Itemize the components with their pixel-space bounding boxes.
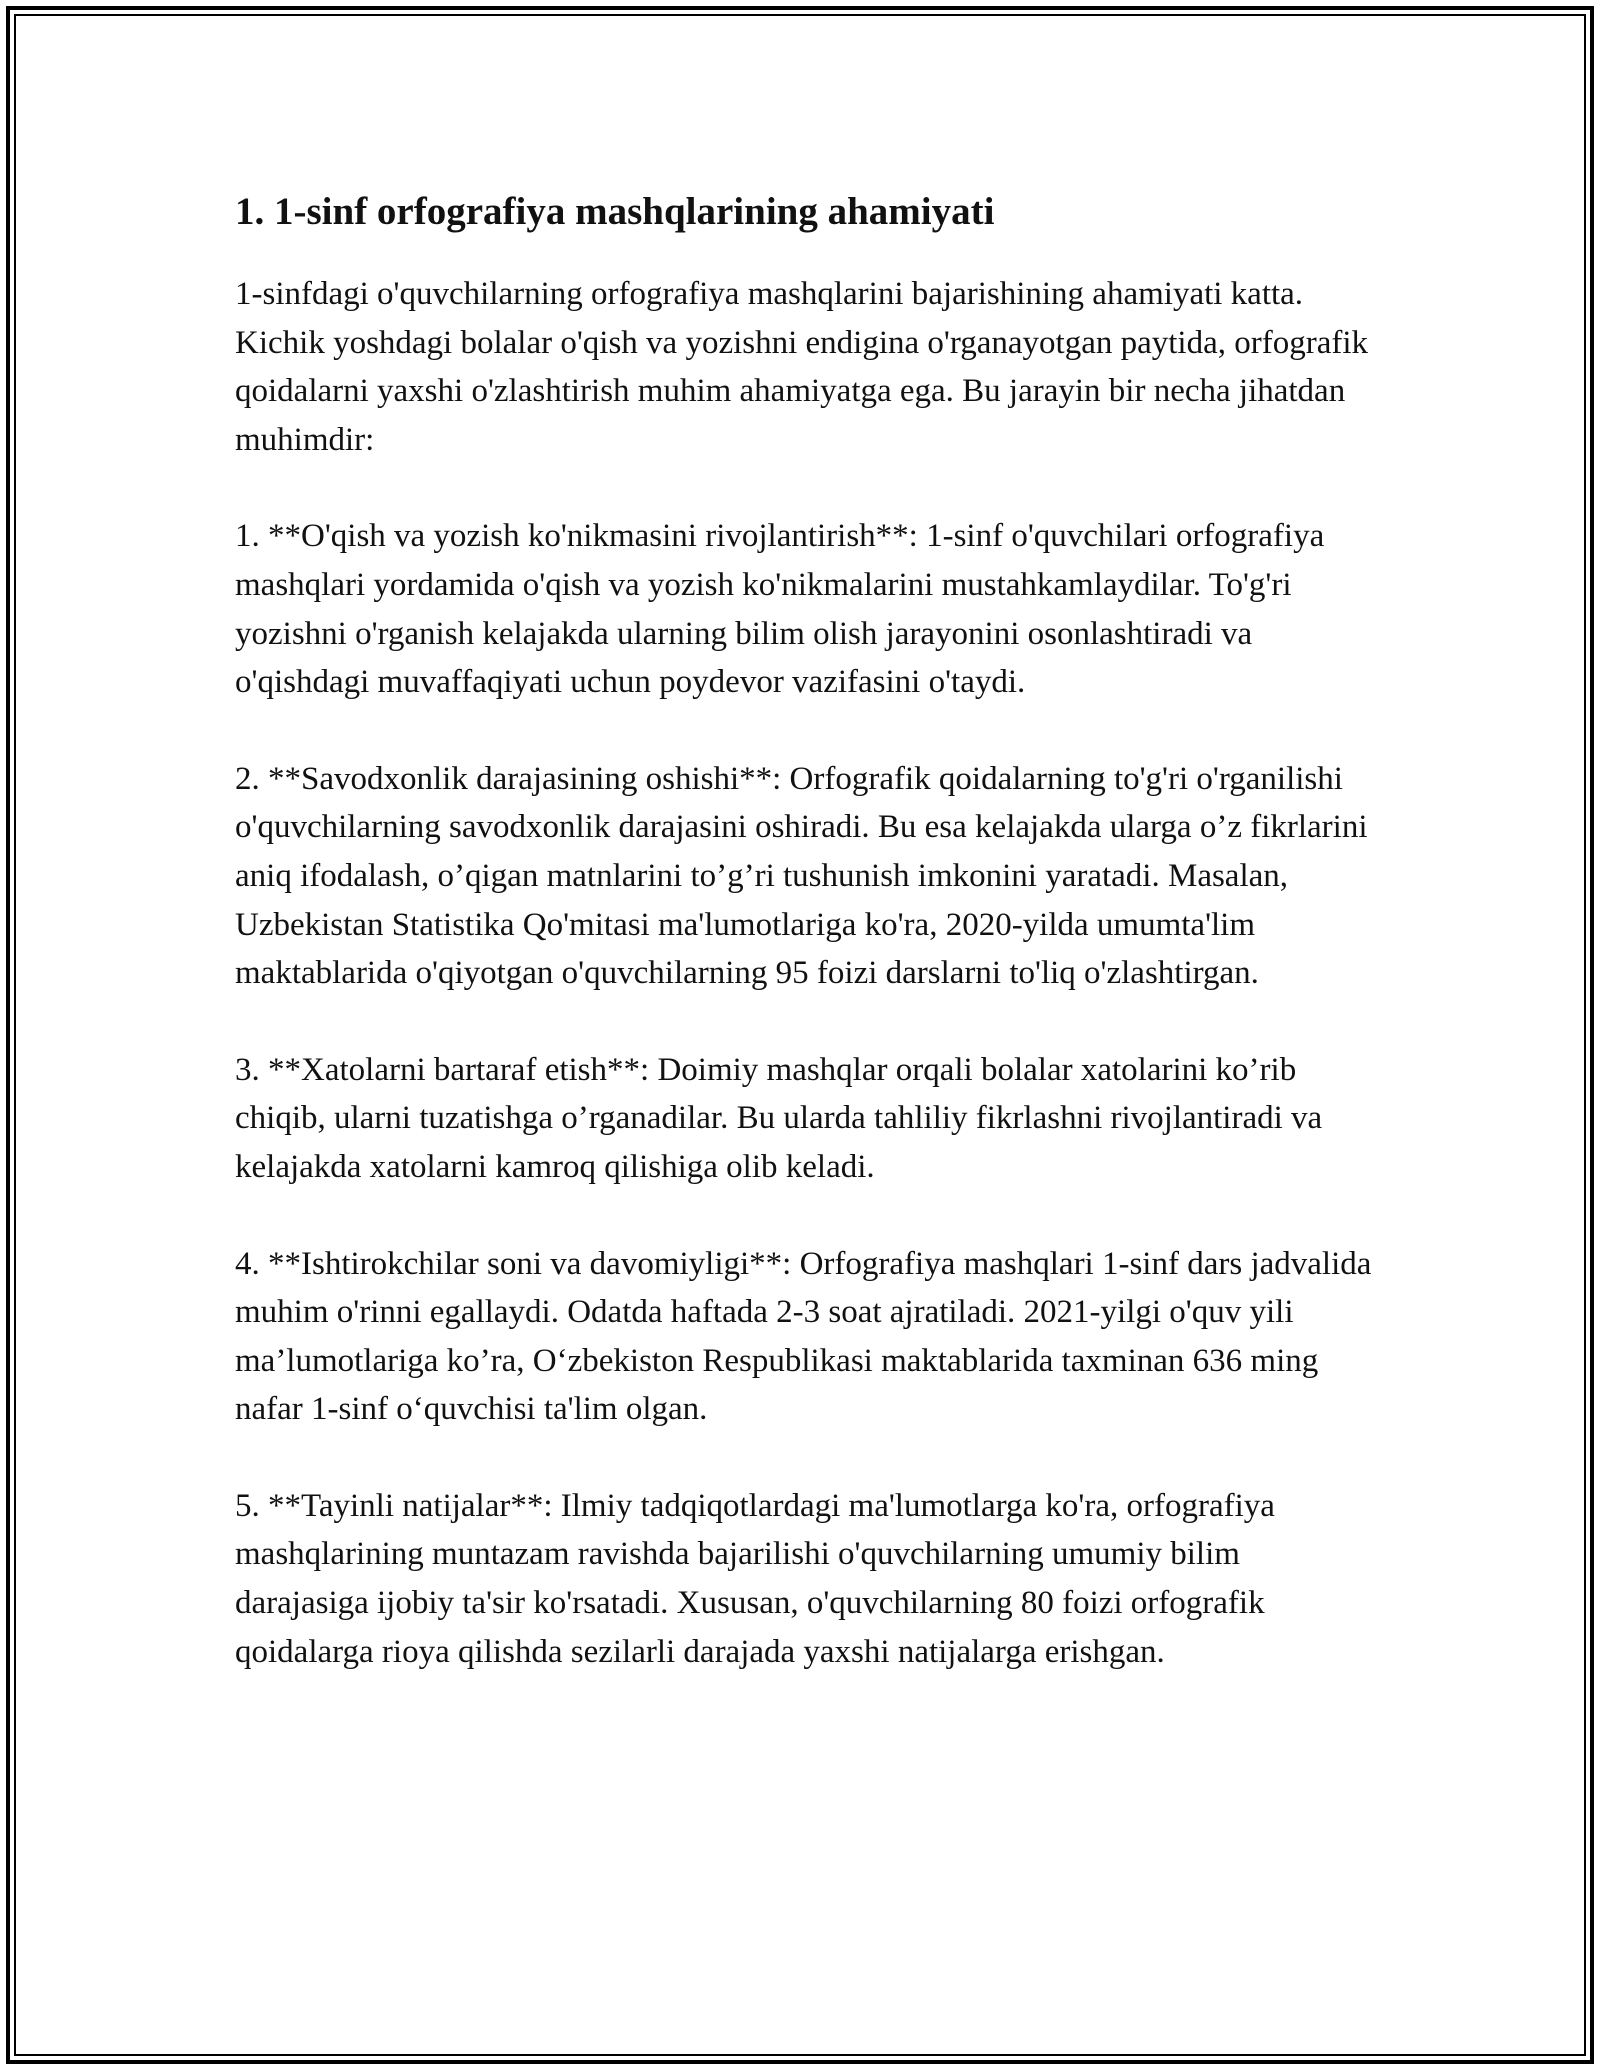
point-3-paragraph: 3. **Xatolarni bartaraf etish**: Doimiy mashqlar orqali bolalar xatolarini ko’rib chiqib, ularni tuzatishga o’rganadilar. Bu ularda tahliliy fikrlashni rivojlantiradi va kelajakda xatolarni kamroq qilishiga olib keladi.: [235, 1051, 1323, 1185]
intro-paragraph: 1-sinfdagi o'quvchilarning orfografiya mashqlarini bajarishining ahamiyati katta. Kichik yoshdagi bolalar o'qish va yozishni endigina o'rganayotgan paytida, orfografik qoidalarni yaxshi o'zlashtirish muhim ahamiyatga ega. Bu jarayin bir necha jihatdan muhimdir:: [235, 276, 1369, 458]
point-1-paragraph: 1. **O'qish va yozish ko'nikmasini rivojlantirish**: 1-sinf o'quvchilari orfografiya mashqlari yordamida o'qish va yozish ko'nikmalarini mustahkamlaydilar. To'g'ri yozishni o'rganish kelajakda ularning bilim olish jarayonini osonlashtiradi va o'qishdagi muvaffaqiyati uchun poydevor vazifasini o'taydi.: [235, 518, 1325, 701]
point-4-paragraph: 4. **Ishtirokchilar soni va davomiyligi**: Orfografiya mashqlari 1-sinf dars jadvalida muhim o'rinni egallaydi. Odatda haftada 2-3 soat ajratiladi. 2021-yilgi o'quv yili ma’lumotlariga ko’ra, O‘zbekiston Respublikasi maktablarida taxminan 636 ming nafar 1-sinf o‘quvchisi ta'lim olgan.: [235, 1245, 1372, 1428]
document-page: [235, 186, 1380, 1724]
point-2-paragraph: 2. **Savodxonlik darajasining oshishi**: Orfografik qoidalarning to'g'ri o'rganilishi o'quvchilarning savodxonlik darajasini oshiradi. Bu esa kelajakda ularga o’z fikrlarini aniq ifodalash, o’qigan matnlarini to’g’ri tushunish imkonini yaratadi. Masalan, Uzbekistan Statistika Qo'mitasi ma'lumotlariga ko'ra, 2020-yilda umumta'lim maktablarida o'qiyotgan o'quvchilarning 95 foizi darslarni to'liq o'zlashtirgan.: [235, 760, 1368, 992]
point-5-paragraph: 5. **Tayinli natijalar**: Ilmiy tadqiqotlardagi ma'lumotlarga ko'ra, orfografiya mashqlarining muntazam ravishda bajarilishi o'quvchilarning umumiy bilim darajasiga ijobiy ta'sir ko'rsatadi. Xususan, o'quvchilarning 80 foizi orfografik qoidalarga rioya qilishda sezilarli darajada yaxshi natijalarga erishgan.: [235, 1487, 1275, 1670]
document-title: 1. 1-sinf orfografiya mashqlarining ahamiyati: [235, 190, 995, 233]
